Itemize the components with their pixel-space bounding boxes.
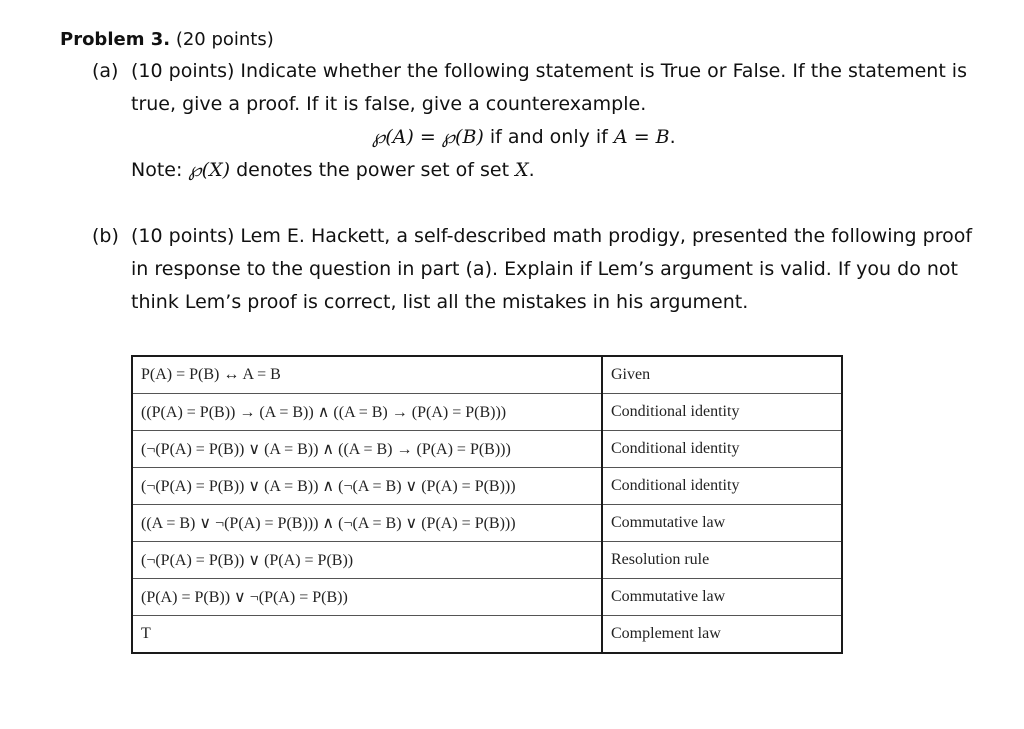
powerset-b: ℘(B) <box>441 126 484 148</box>
part-a-note <box>131 158 535 182</box>
proof-table <box>131 355 843 654</box>
part-a-line-1: (10 points) Indicate whether the following statement is True or False. If the statement is <box>131 60 967 82</box>
note-text: denotes the power set of set <box>230 159 516 181</box>
table-row <box>132 431 842 468</box>
proof-statement: (¬(P(A) = P(B)) ∨ (A = B)) ∧ ((A = B) → (P(A) = P(B))) <box>132 431 602 468</box>
part-b-line-3: think Lem’s proof is correct, list all the mistakes in his argument. <box>131 291 749 313</box>
equals-sign: = <box>413 126 442 148</box>
part-b-line-2: in response to the question in part (a). Explain if Lem’s argument is valid. If you do not <box>131 258 958 280</box>
proof-reason: Conditional identity <box>602 468 842 505</box>
statement-period: . <box>669 126 676 148</box>
problem-number: Problem 3. <box>60 29 171 50</box>
proof-statement: (P(A) = P(B)) ∨ ¬(P(A) = P(B)) <box>132 579 602 616</box>
note-powerset-x: ℘(X) <box>188 159 231 181</box>
var-b: B <box>655 126 670 148</box>
proof-statement: (¬(P(A) = P(B)) ∨ (A = B)) ∧ (¬(A = B) ∨ (P(A) = P(B))) <box>132 468 602 505</box>
proof-statement: ((P(A) = P(B)) → (A = B)) ∧ ((A = B) → (P(A) = P(B))) <box>132 394 602 431</box>
note-var-x: X <box>515 159 529 181</box>
table-row <box>132 356 842 394</box>
note-prefix: Note: <box>131 159 189 181</box>
table-row <box>132 616 842 654</box>
part-a-line-2: true, give a proof. If it is false, give a counterexample. <box>131 93 647 115</box>
proof-reason: Commutative law <box>602 579 842 616</box>
note-period: . <box>528 159 535 181</box>
proof-statement: P(A) = P(B) ↔ A = B <box>132 356 602 394</box>
part-a-label: (a) <box>92 60 119 82</box>
table-row <box>132 394 842 431</box>
problem-title <box>60 29 274 51</box>
proof-statement: T <box>132 616 602 654</box>
proof-reason: Conditional identity <box>602 394 842 431</box>
problem-points: (20 points) <box>170 29 274 50</box>
proof-reason: Given <box>602 356 842 394</box>
proof-reason: Resolution rule <box>602 542 842 579</box>
proof-reason: Complement law <box>602 616 842 654</box>
proof-statement: ((A = B) ∨ ¬(P(A) = P(B))) ∧ (¬(A = B) ∨ (P(A) = P(B))) <box>132 505 602 542</box>
table-row <box>132 579 842 616</box>
part-b-line-1: (10 points) Lem E. Hackett, a self-described math prodigy, presented the following proof <box>131 225 973 247</box>
equals-sign-2: = <box>627 126 656 148</box>
var-a: A <box>613 126 628 148</box>
table-row <box>132 505 842 542</box>
iff-text: if and only if <box>483 126 614 148</box>
proof-statement: (¬(P(A) = P(B)) ∨ (P(A) = P(B)) <box>132 542 602 579</box>
proof-reason: Commutative law <box>602 505 842 542</box>
table-row <box>132 468 842 505</box>
proof-reason: Conditional identity <box>602 431 842 468</box>
part-b-label: (b) <box>92 225 119 247</box>
part-a-statement <box>372 125 676 149</box>
table-row <box>132 542 842 579</box>
powerset-a: ℘(A) <box>372 126 414 148</box>
